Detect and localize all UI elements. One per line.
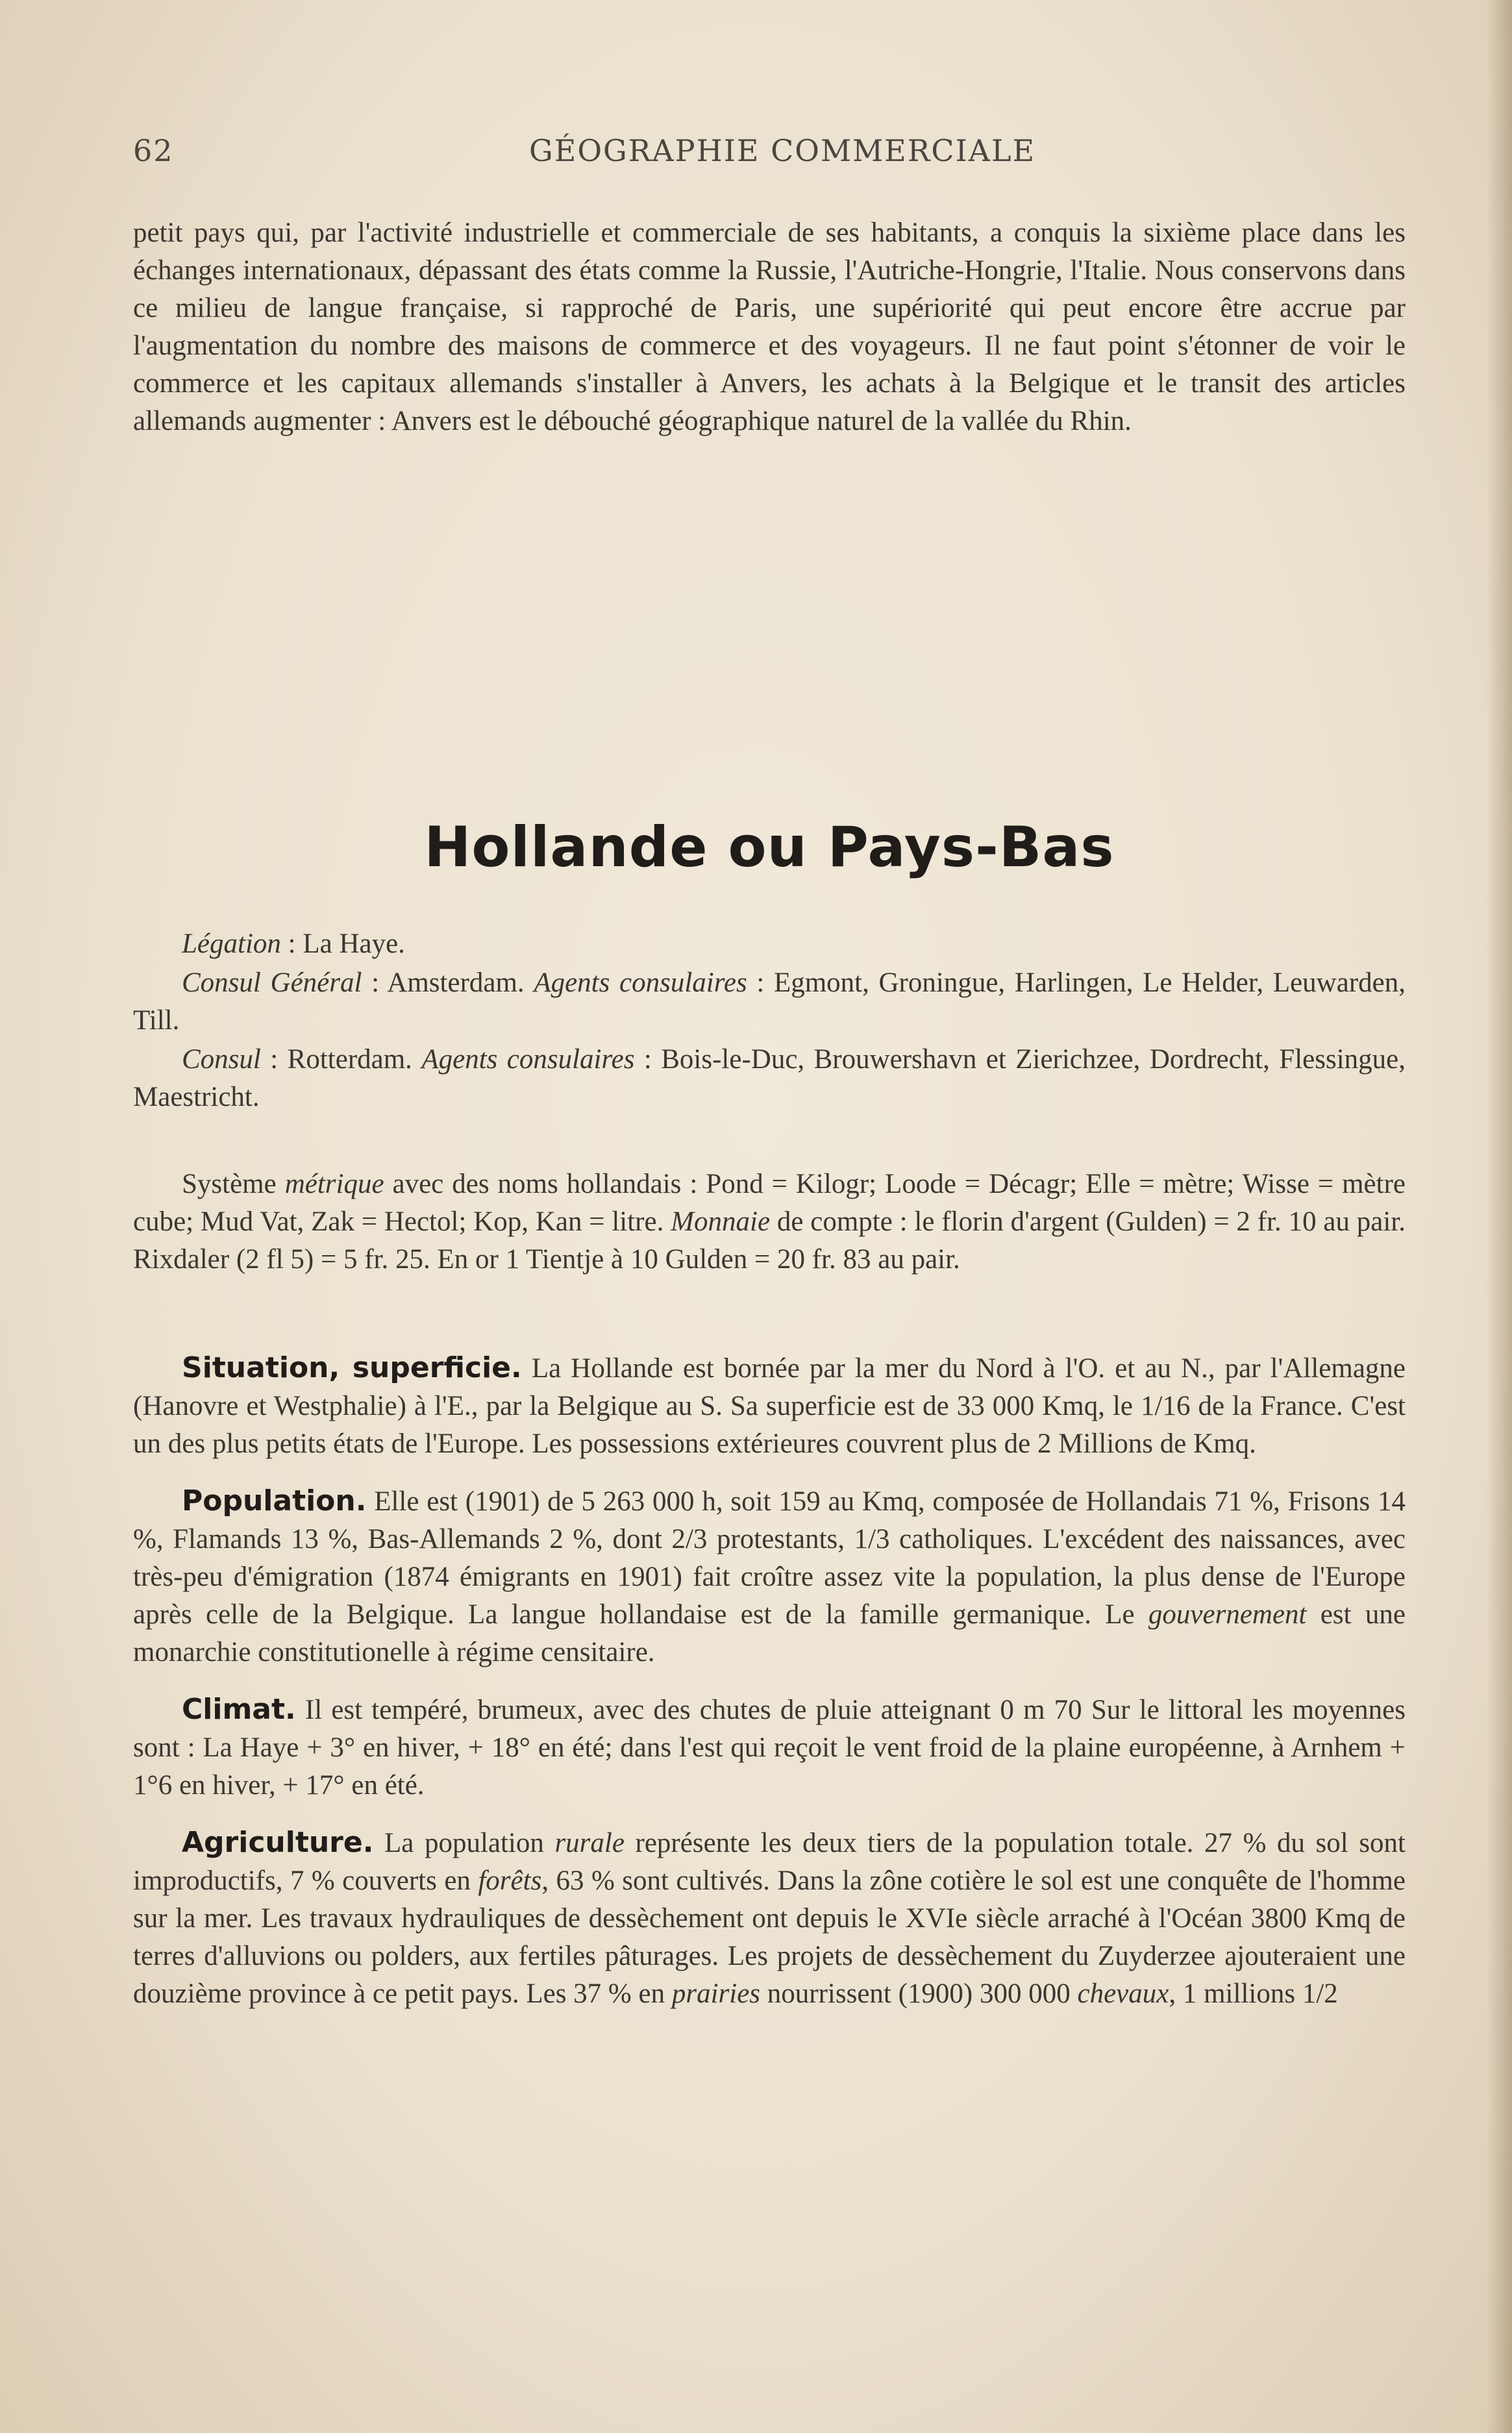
situation-title: Situation, superficie. xyxy=(182,1351,522,1384)
agriculture-title: Agriculture. xyxy=(182,1826,374,1859)
climat-text: Il est tempéré, brumeux, avec des chutes de pluie atteignant 0 m 70 Sur le littoral les moyennes sont : La Haye + 3° en hiver, + 18° en été; dans l'est qui reçoit le vent froid de la plaine européenne, à Arnhem + 1°6 en hiver, + 17° en été. xyxy=(133,1695,1406,1801)
agriculture-text-4: nourrissent (1900) 300 000 xyxy=(760,1978,1078,2009)
measures-paragraph xyxy=(133,1166,1406,1279)
legation-line xyxy=(133,925,1406,963)
measures-text xyxy=(133,1166,1406,1279)
agriculture-text-1: La population xyxy=(373,1828,555,1858)
agents-value-1: : Egmont, Groningue, Harlingen, Le Helder, Leuwarden, Till. xyxy=(133,967,1406,1036)
sections-block xyxy=(133,1349,1406,2032)
measures-part2: avec des noms hollandais : Pond = Kilogr; Loode = Décagr; Elle = mètre; Wisse = mètre cube; Mud Vat, Zak = Hectol; Kop, Kan = litre. xyxy=(133,1169,1406,1237)
running-title: GÉOGRAPHIE COMMERCIALE xyxy=(529,133,1036,168)
intro-paragraph xyxy=(133,214,1406,440)
population-title: Population. xyxy=(182,1484,367,1517)
rural-label: rurale xyxy=(554,1828,625,1858)
consul-label: Consul xyxy=(182,1044,261,1075)
page-number: 62 xyxy=(133,133,174,168)
consul-value: : Rotterdam. xyxy=(260,1044,422,1075)
agents-label-1: Agents consulaires xyxy=(534,967,747,998)
population-text-1: Elle est (1901) de 5 263 000 h, soit 159 au Kmq, composée de Hollandais 71 %, Frisons 14 %, Flamands 13 %, Bas-Allemands 2 %, dont 2/3 protestants, 1/3 catholiques. L'excédent des naissances, avec très-peu d'émigration (1874 émigrants en 1901) fait croître assez vite la population, la plus dense de l'Europe après celle de la Belgique. La langue hollandaise est de la famille germanique. Le xyxy=(133,1486,1406,1630)
money-label: Monnaie xyxy=(671,1206,771,1237)
prairie-label: prairies xyxy=(671,1978,761,2009)
consul-general-value: : Amsterdam. xyxy=(362,967,534,998)
agriculture-text-5: , 1 millions 1/2 xyxy=(1169,1978,1338,2009)
agents-value-2: : Bois-le-Duc, Brouwershavn et Zierichzee, Dordrecht, Flessingue, Maestricht. xyxy=(133,1044,1406,1112)
situation-section xyxy=(133,1349,1406,1463)
consul-general-line xyxy=(133,964,1406,1040)
climat-title: Climat. xyxy=(182,1693,296,1726)
metric-label: métrique xyxy=(284,1169,384,1199)
legation-label: Légation xyxy=(182,929,281,959)
agents-label-2: Agents consulaires xyxy=(421,1044,635,1075)
page-edge-shadow xyxy=(1486,0,1512,2433)
situation-text: La Hollande est bornée par la mer du Nord à l'O. et au N., par l'Allemagne (Hanovre et Westphalie) à l'E., par la Belgique au S. Sa superficie est de 33 000 Kmq, le 1/16 de la France. C'est un des plus petits états de l'Europe. Les possessions extérieures couvrent plus de 2 Millions de Kmq. xyxy=(133,1353,1406,1459)
forest-label: forêts xyxy=(478,1865,542,1896)
climat-section xyxy=(133,1691,1406,1804)
agriculture-text-3: , 63 % sont cultivés. Dans la zône cotière le sol est une conquête de l'homme sur la mer. Les travaux hydrauliques de dessèchement ont depuis le XVIe siècle arraché à l'Océan 3800 Kmq de terres d'alluvions ou polders, aux fertiles pâturages. Les projets de dessèchement du Zuyderzee ajouteraient une douzième province à ce petit pays. Les 37 % en xyxy=(133,1865,1406,2009)
intro-text: petit pays qui, par l'activité industrielle et commerciale de ses habitants, a conquis la sixième place dans les échanges internationaux, dépassant des états comme la Russie, l'Autriche-Hongrie, l'Italie. Nous conservons dans ce milieu de langue française, si rapproché de Paris, une supériorité qui peut encore être accrue par l'augmentation du nombre des maisons de commerce et des voyageurs. Il ne faut point s'étonner de voir le commerce et les capitaux allemands s'installer à Anvers, les achats à la Belgique et le transit des articles allemands augmenter : Anvers est le débouché géographique naturel de la vallée du Rhin. xyxy=(133,218,1406,436)
horses-label: chevaux xyxy=(1077,1978,1169,2009)
consul-line xyxy=(133,1041,1406,1116)
population-text-2: est une monarchie constitutionelle à régime censitaire. xyxy=(133,1599,1406,1667)
government-label: gouvernement xyxy=(1148,1599,1307,1630)
agriculture-text-2: représente les deux tiers de la population totale. 27 % du sol sont improductifs, 7 % couverts en xyxy=(133,1828,1406,1896)
consulates-block xyxy=(133,925,1406,1117)
consul-general-label: Consul Général xyxy=(182,967,362,998)
section-heading: Hollande ou Pays-Bas xyxy=(424,815,1115,880)
population-section xyxy=(133,1482,1406,1671)
agriculture-section xyxy=(133,1824,1406,2013)
measures-part1: Système xyxy=(182,1169,285,1199)
legation-value: : La Haye. xyxy=(280,929,405,959)
measures-part3: de compte : le florin d'argent (Gulden) = 2 fr. 10 au pair. Rixdaler (2 fl 5) = 5 fr. 25. En or 1 Tientje à 10 Gulden = 20 fr. 83 au pair. xyxy=(133,1206,1406,1275)
